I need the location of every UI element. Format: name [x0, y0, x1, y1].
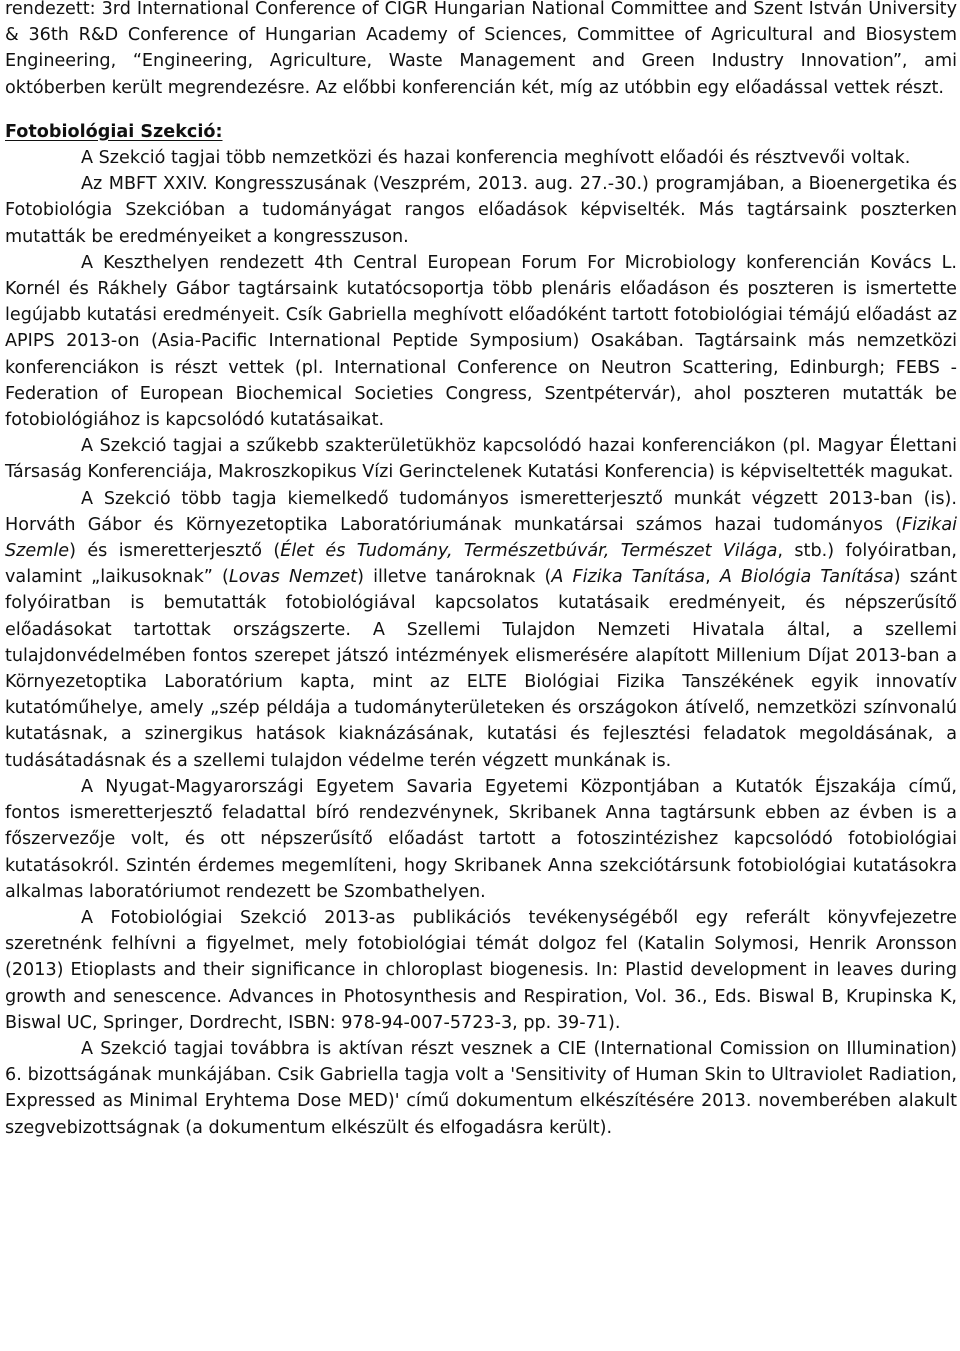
- text-run: , stb.) folyóiratban, valamint „laikusoknak” (: [5, 541, 957, 588]
- text-run: ) illetve tanároknak (: [357, 567, 552, 588]
- journal-title: Lovas Nemzet: [228, 567, 358, 588]
- journal-title: Élet és Tudomány, Természetbúvár, Természet Világa: [280, 541, 778, 562]
- paragraph-conferences: A Szekció tagjai több nemzetközi és hazai konferencia meghívott előadói és résztvevői voltak.: [81, 148, 911, 169]
- paragraph-cie: A Szekció tagjai továbbra is aktívan részt vesznek a CIE (International Comission on Illumination) 6. bizottságának munkájában. Csik Gabriella tagja volt a 'Sensitivity of Human Skin to Ultraviolet Radiation, Expressed as Minimal Eryhtema Dose MED)' című dokumentum elkészítésére 2013. novemberében alakult szegvebizottságnak (a dokumentum elkészült és elfogadásra került).: [5, 1038, 957, 1138]
- journal-title: A Fizika Tanítása: [551, 567, 706, 588]
- text-run: ,: [705, 567, 720, 588]
- paragraph-outreach: [5, 486, 957, 774]
- paragraph-international-conferences: A Keszthelyen rendezett 4th Central European Forum For Microbiology konferencián Kovács L. Kornél és Rákhely Gábor tagtársaink kutatócsoportja több plenáris előadáson és poszteren is ismertette legújabb kutatási eredményeit. Csík Gabriella meghívott előadóként tartott fotobiológiai témájú előadást az APIPS 2013-on (Asia-Pacific International Peptide Symposium) Osakában. Tagtársaink más nemzetközi konferenciákon is részt vettek (pl. International Conference on Neutron Scattering, Edinburgh; FEBS - Federation of European Biochemical Societies Congress, Szentpétervár), ahol poszteren mutatták be fotobiológiához is kapcsolódó kutatásaikat.: [5, 252, 957, 431]
- paragraph-mbft-congress: Az MBFT XXIV. Kongresszusának (Veszprém, 2013. aug. 27.-30.) programjában, a Bioenergetika és Fotobiológia Szekcióban a tudományágat rangos előadások képviselték. Más tagtársaink poszterken mutatták be eredményeiket a kongresszuson.: [5, 174, 957, 247]
- section-heading: Fotobiológiai Szekció:: [5, 121, 223, 142]
- intro-paragraph: rendezett: 3rd International Conference of CIGR Hungarian National Committee and Szent István University & 36th R&D Conference of Hungarian Academy of Sciences, Committee of Agricultural and Biosystem Engineering, “Engineering, Agriculture, Waste Management and Green Industry Innovation”, ami októberben került megrendezésre. Az előbbi konferencián két, míg az utóbbin egy előadással vettek részt.: [5, 0, 957, 98]
- paragraph-researchers-night: A Nyugat-Magyarországi Egyetem Savaria Egyetemi Központjában a Kutatók Éjszakája című, fontos ismeretterjesztő feladattal bíró rendezvénynek, Skribanek Anna tagtársunk ebben az évben is a főszervezője volt, és ott népszerűsítő előadást tartott a fotoszintézishez kapcsolódó fotobiológiai kutatásokról. Szintén érdemes megemlíteni, hogy Skribanek Anna szekciótársunk fotobiológiai kutatásokra alkalmas laboratóriumot rendezett be Szombathelyen.: [5, 776, 957, 902]
- paragraph-domestic-conferences: A Szekció tagjai a szűkebb szakterületükhöz kapcsolódó hazai konferenciákon (pl. Magyar Élettani Társaság Konferenciája, Makroszkopikus Vízi Gerinctelenek Kutatási Konferencia) is képviseltették magukat.: [5, 436, 957, 483]
- journal-title: A Biológia Tanítása: [719, 567, 894, 588]
- document-page: [5, 0, 957, 1141]
- text-run: ) és ismeretterjesztő (: [69, 541, 281, 562]
- paragraph-publications: A Fotobiológiai Szekció 2013-as publikációs tevékenységéből egy referált könyvfejezetre szeretnénk felhívni a figyelmet, mely fotobiológiai témát dolgoz fel (Katalin Solymosi, Henrik Aronsson (2013) Etioplasts and their significance in chloroplast biogenesis. In: Plastid development in leaves during growth and senescence. Advances in Photosynthesis and Respiration, Vol. 36., Eds. Biswal B, Krupinska K, Biswal UC, Springer, Dordrecht, ISBN: 978-94-007-5723-3, pp. 39-71).: [5, 907, 957, 1033]
- text-run: A Szekció több tagja kiemelkedő tudományos ismeretterjesztő munkát végzett 2013-ban (is). Horváth Gábor és Környezetoptika Laboratóriumának munkatársai számos hazai tudományos (: [5, 488, 957, 535]
- text-run: ) szánt folyóiratban is bemutatták fotobiológiával kapcsolatos kutatásaik eredményeit, és népszerűsítő előadásokat tartottak országszerte. A Szellemi Tulajdon Nemzeti Hivatala által, a szellemi tulajdonvédelmében fontos szerepet játszó intézmények elismerésére alapított Millenium Díjat 2013-ban a Környezetoptika Laboratórium kapta, mint az ELTE Biológiai Fizika Tanszékének egyik innovatív kutatóműhelye, amely „szép példája a tudományterületeken és országokon átívelő, nemzetközi színvonalú kutatásnak, a szinergikus hatások kiaknázásának, kutatási és fejlesztési feladatok megoldásának, a tudásátadásnak és a szellemi tulajdon védelme terén végzett munkának is.: [5, 567, 957, 771]
- journal-title: Fizikai Szemle: [5, 514, 957, 562]
